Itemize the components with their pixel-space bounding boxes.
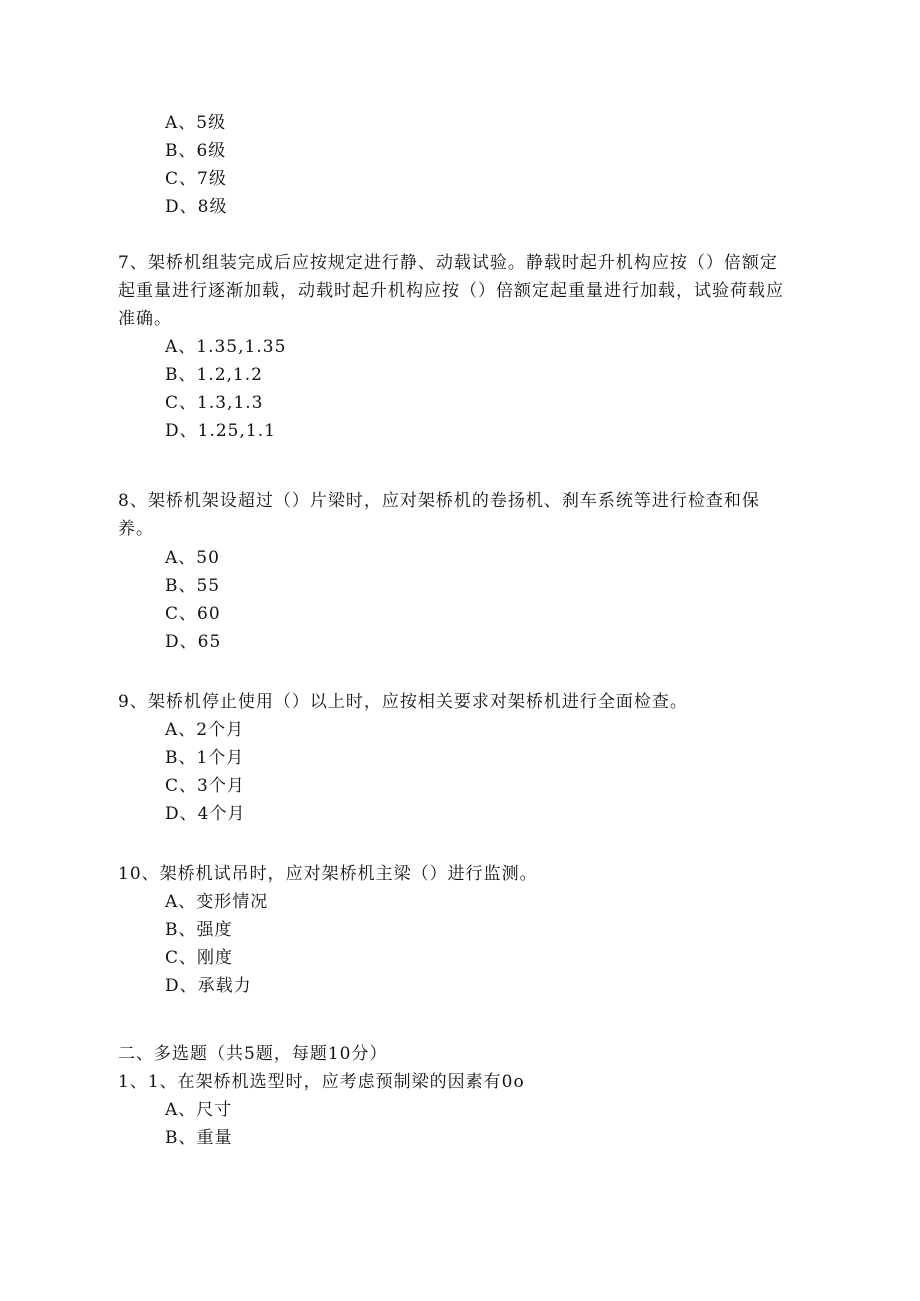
q8-option-d: D、65	[165, 632, 222, 652]
q10-option-b: B、强度	[165, 920, 233, 940]
q9-option-a: A、2个月	[165, 720, 245, 740]
q7-option-c: C、1.3,1.3	[165, 393, 264, 413]
q9-option-b: B、1个月	[165, 748, 245, 768]
q10-option-a: A、变形情况	[165, 892, 269, 912]
q7-text-line-3: 准确。	[118, 309, 172, 329]
q6-option-b: B、6级	[165, 141, 227, 161]
q10-option-c: C、刚度	[165, 948, 234, 968]
q10-option-d: D、承载力	[165, 976, 252, 996]
q7-option-d: D、1.25,1.1	[165, 421, 276, 441]
section-heading: 二、多选题（共5题，每题10分）	[118, 1044, 388, 1064]
q7-option-a: A、1.35,1.35	[165, 337, 287, 357]
q7-option-b: B、1.2,1.2	[165, 365, 263, 385]
q10-text-line-1: 10、架桥机试吊时，应对架桥机主梁（）进行监测。	[118, 864, 538, 884]
q7-text-line-2: 起重量进行逐渐加载，动载时起升机构应按（）倍额定起重量进行加载，试验荷载应	[118, 281, 784, 301]
q6-option-c: C、7级	[165, 169, 227, 189]
s2-q1-option-a: A、尺寸	[165, 1100, 233, 1120]
q9-option-d: D、4个月	[165, 804, 246, 824]
q8-text-line-1: 8、架桥机架设超过（）片梁时，应对架桥机的卷扬机、刹车系统等进行检查和保	[118, 491, 760, 511]
q8-option-a: A、50	[165, 548, 220, 568]
s2-q1-text-line-1: 1、1、在架桥机选型时，应考虑预制梁的因素有0o	[118, 1072, 525, 1092]
q6-option-a: A、5级	[165, 113, 227, 133]
q9-option-c: C、3个月	[165, 776, 245, 796]
q7-text-line-1: 7、架桥机组装完成后应按规定进行静、动载试验。静载时起升机构应按（）倍额定	[118, 253, 778, 273]
q6-option-d: D、8级	[165, 197, 228, 217]
q9-text-line-1: 9、架桥机停止使用（）以上时，应按相关要求对架桥机进行全面检查。	[118, 692, 688, 712]
q8-option-c: C、60	[165, 604, 221, 624]
q8-option-b: B、55	[165, 576, 221, 596]
s2-q1-option-b: B、重量	[165, 1128, 233, 1148]
q8-text-line-2: 养。	[118, 519, 154, 539]
